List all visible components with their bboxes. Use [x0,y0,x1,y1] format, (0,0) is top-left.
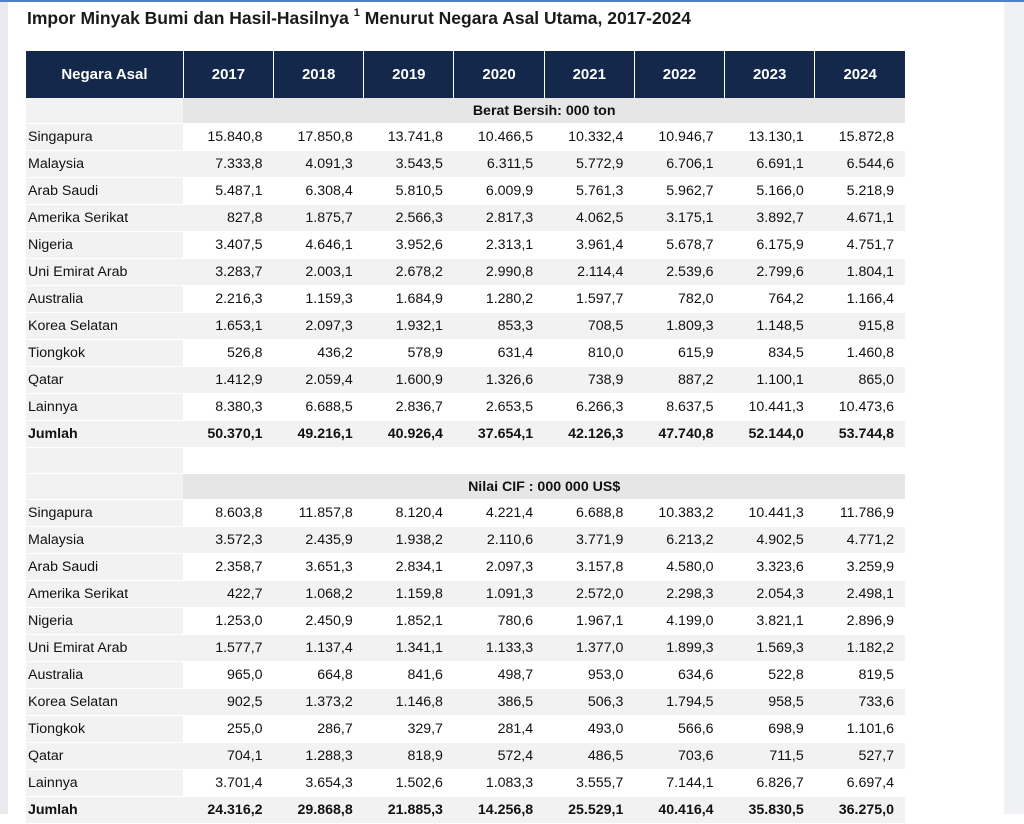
table-row [26,313,905,340]
country-name: Qatar [26,743,183,770]
table-body [26,98,905,824]
country-name: Malaysia [26,151,183,178]
value-cell: 634,6 [634,662,724,689]
value-cell: 2.834,1 [364,554,454,581]
header-year: 2021 [544,51,634,98]
country-name: Lainnya [26,394,183,421]
value-cell: 2.566,3 [364,205,454,232]
value-cell: 2.054,3 [725,581,815,608]
value-cell: 2.114,4 [544,259,634,286]
value-cell: 6.009,9 [454,178,544,205]
value-cell: 1.083,3 [454,770,544,797]
value-cell: 3.651,3 [274,554,364,581]
value-cell: 887,2 [634,367,724,394]
value-cell: 3.821,1 [725,608,815,635]
value-cell: 566,6 [634,716,724,743]
country-name: Nigeria [26,232,183,259]
country-name: Singapura [26,500,183,527]
value-cell: 4.751,7 [815,232,905,259]
spacer-cell [26,448,183,474]
table-row [26,394,905,421]
value-cell: 17.850,8 [274,124,364,151]
value-cell: 711,5 [725,743,815,770]
value-cell: 3.654,3 [274,770,364,797]
country-name: Australia [26,662,183,689]
value-cell: 1.182,2 [815,635,905,662]
value-cell: 10.466,5 [454,124,544,151]
value-cell: 1.597,7 [544,286,634,313]
value-cell: 15.872,8 [815,124,905,151]
total-value: 53.744,8 [815,421,905,448]
value-cell: 1.804,1 [815,259,905,286]
table-row [26,367,905,394]
value-cell: 2.836,7 [364,394,454,421]
total-value: 29.868,8 [274,797,364,824]
value-cell: 2.799,6 [725,259,815,286]
title-rest: Menurut Negara Asal Utama, 2017-2024 [364,7,691,28]
value-cell: 853,3 [454,313,544,340]
value-cell: 1.159,3 [274,286,364,313]
value-cell: 2.097,3 [454,554,544,581]
value-cell: 10.332,4 [544,124,634,151]
value-cell: 1.159,8 [364,581,454,608]
value-cell: 1.091,3 [454,581,544,608]
header-country: Negara Asal [26,51,183,98]
value-cell: 2.572,0 [544,581,634,608]
value-cell: 8.120,4 [364,500,454,527]
value-cell: 1.068,2 [274,581,364,608]
table-row [26,743,905,770]
country-name: Amerika Serikat [26,581,183,608]
value-cell: 1.967,1 [544,608,634,635]
value-cell: 2.059,4 [274,367,364,394]
value-cell: 6.691,1 [725,151,815,178]
value-cell: 255,0 [183,716,273,743]
value-cell: 3.407,5 [183,232,273,259]
total-value: 24.316,2 [183,797,273,824]
value-cell: 493,0 [544,716,634,743]
value-cell: 1.288,3 [274,743,364,770]
value-cell: 5.962,7 [634,178,724,205]
value-cell: 10.383,2 [634,500,724,527]
country-name: Singapura [26,124,183,151]
value-cell: 3.157,8 [544,554,634,581]
value-cell: 1.653,1 [183,313,273,340]
value-cell: 1.280,2 [454,286,544,313]
table-row [26,124,905,151]
table-row [26,259,905,286]
table-row [26,286,905,313]
table-row [26,500,905,527]
table-header [26,51,905,98]
value-cell: 4.199,0 [634,608,724,635]
table-row [26,635,905,662]
value-cell: 4.221,4 [454,500,544,527]
total-value: 42.126,3 [544,421,634,448]
value-cell: 498,7 [454,662,544,689]
header-year: 2017 [183,51,273,98]
value-cell: 902,5 [183,689,273,716]
country-name: Tiongkok [26,716,183,743]
value-cell: 2.298,3 [634,581,724,608]
value-cell: 5.772,9 [544,151,634,178]
value-cell: 1.809,3 [634,313,724,340]
value-cell: 4.902,5 [725,527,815,554]
total-value: 50.370,1 [183,421,273,448]
value-cell: 281,4 [454,716,544,743]
value-cell: 2.896,9 [815,608,905,635]
value-cell: 834,5 [725,340,815,367]
value-cell: 1.502,6 [364,770,454,797]
value-cell: 10.473,6 [815,394,905,421]
header-year: 2022 [634,51,724,98]
value-cell: 1.412,9 [183,367,273,394]
value-cell: 1.569,3 [725,635,815,662]
value-cell: 3.952,6 [364,232,454,259]
value-cell: 5.761,3 [544,178,634,205]
value-cell: 865,0 [815,367,905,394]
title-footnote-marker: 1 [353,7,360,19]
section-header-row [26,98,905,124]
section-blank-cell [26,474,183,500]
value-cell: 2.358,7 [183,554,273,581]
value-cell: 3.961,4 [544,232,634,259]
value-cell: 698,9 [725,716,815,743]
value-cell: 1.600,9 [364,367,454,394]
total-value: 21.885,3 [364,797,454,824]
country-name: Malaysia [26,527,183,554]
value-cell: 958,5 [725,689,815,716]
value-cell: 1.875,7 [274,205,364,232]
value-cell: 4.671,1 [815,205,905,232]
value-cell: 1.684,9 [364,286,454,313]
value-cell: 1.341,1 [364,635,454,662]
value-cell: 13.741,8 [364,124,454,151]
value-cell: 1.148,5 [725,313,815,340]
value-cell: 11.786,9 [815,500,905,527]
country-name: Australia [26,286,183,313]
value-cell: 5.810,5 [364,178,454,205]
total-value: 40.926,4 [364,421,454,448]
value-cell: 2.450,9 [274,608,364,635]
value-cell: 1.253,0 [183,608,273,635]
section-title: Nilai CIF : 000 000 US$ [183,474,905,500]
value-cell: 6.544,6 [815,151,905,178]
header-year: 2023 [725,51,815,98]
total-label: Jumlah [26,421,183,448]
value-cell: 578,9 [364,340,454,367]
value-cell: 329,7 [364,716,454,743]
value-cell: 522,8 [725,662,815,689]
value-cell: 1.460,8 [815,340,905,367]
value-cell: 5.166,0 [725,178,815,205]
value-cell: 3.543,5 [364,151,454,178]
import-table [26,51,905,824]
total-row [26,421,905,448]
country-name: Lainnya [26,770,183,797]
value-cell: 6.697,4 [815,770,905,797]
value-cell: 818,9 [364,743,454,770]
value-cell: 6.266,3 [544,394,634,421]
section-blank-cell [26,98,183,124]
value-cell: 2.097,3 [274,313,364,340]
value-cell: 4.091,3 [274,151,364,178]
total-row [26,797,905,824]
total-value: 25.529,1 [544,797,634,824]
country-name: Nigeria [26,608,183,635]
value-cell: 527,7 [815,743,905,770]
value-cell: 780,6 [454,608,544,635]
value-cell: 3.892,7 [725,205,815,232]
value-cell: 3.771,9 [544,527,634,554]
value-cell: 738,9 [544,367,634,394]
table-row [26,554,905,581]
value-cell: 3.701,4 [183,770,273,797]
value-cell: 422,7 [183,581,273,608]
total-value: 52.144,0 [725,421,815,448]
title-main: Impor Minyak Bumi dan Hasil-Hasilnya [27,7,349,28]
value-cell: 827,8 [183,205,273,232]
value-cell: 631,4 [454,340,544,367]
value-cell: 1.137,4 [274,635,364,662]
total-value: 37.654,1 [454,421,544,448]
value-cell: 1.101,6 [815,716,905,743]
value-cell: 819,5 [815,662,905,689]
value-cell: 3.555,7 [544,770,634,797]
page-title [27,2,691,26]
header-year: 2018 [274,51,364,98]
country-name: Korea Selatan [26,313,183,340]
value-cell: 2.498,1 [815,581,905,608]
table-row [26,608,905,635]
total-value: 40.416,4 [634,797,724,824]
value-cell: 664,8 [274,662,364,689]
spacer-cell [183,448,905,474]
value-cell: 10.441,3 [725,500,815,527]
table-row [26,662,905,689]
value-cell: 4.646,1 [274,232,364,259]
value-cell: 6.688,8 [544,500,634,527]
value-cell: 3.323,6 [725,554,815,581]
total-label: Jumlah [26,797,183,824]
header-row [26,51,905,98]
value-cell: 1.133,3 [454,635,544,662]
value-cell: 5.487,1 [183,178,273,205]
value-cell: 13.130,1 [725,124,815,151]
table-row [26,205,905,232]
value-cell: 7.333,8 [183,151,273,178]
value-cell: 3.259,9 [815,554,905,581]
country-name: Uni Emirat Arab [26,635,183,662]
value-cell: 8.380,3 [183,394,273,421]
value-cell: 1.899,3 [634,635,724,662]
country-name: Amerika Serikat [26,205,183,232]
value-cell: 6.213,2 [634,527,724,554]
value-cell: 506,3 [544,689,634,716]
value-cell: 841,6 [364,662,454,689]
value-cell: 15.840,8 [183,124,273,151]
value-cell: 8.637,5 [634,394,724,421]
table-row [26,770,905,797]
header-year: 2020 [454,51,544,98]
value-cell: 615,9 [634,340,724,367]
value-cell: 6.826,7 [725,770,815,797]
value-cell: 3.283,7 [183,259,273,286]
value-cell: 572,4 [454,743,544,770]
value-cell: 915,8 [815,313,905,340]
header-year: 2019 [364,51,454,98]
value-cell: 965,0 [183,662,273,689]
value-cell: 733,6 [815,689,905,716]
header-year: 2024 [815,51,905,98]
value-cell: 1.938,2 [364,527,454,554]
value-cell: 2.313,1 [454,232,544,259]
value-cell: 2.817,3 [454,205,544,232]
value-cell: 2.435,9 [274,527,364,554]
value-cell: 486,5 [544,743,634,770]
right-margin [1004,2,1024,814]
value-cell: 764,2 [725,286,815,313]
value-cell: 4.771,2 [815,527,905,554]
value-cell: 5.678,7 [634,232,724,259]
value-cell: 1.326,6 [454,367,544,394]
value-cell: 4.062,5 [544,205,634,232]
value-cell: 2.003,1 [274,259,364,286]
value-cell: 3.572,3 [183,527,273,554]
country-name: Uni Emirat Arab [26,259,183,286]
table-row [26,689,905,716]
value-cell: 4.580,0 [634,554,724,581]
value-cell: 703,6 [634,743,724,770]
value-cell: 2.653,5 [454,394,544,421]
total-value: 35.830,5 [725,797,815,824]
value-cell: 1.794,5 [634,689,724,716]
value-cell: 1.166,4 [815,286,905,313]
value-cell: 1.377,0 [544,635,634,662]
section-header-row [26,474,905,500]
value-cell: 11.857,8 [274,500,364,527]
total-value: 14.256,8 [454,797,544,824]
value-cell: 6.311,5 [454,151,544,178]
value-cell: 1.146,8 [364,689,454,716]
value-cell: 386,5 [454,689,544,716]
value-cell: 10.441,3 [725,394,815,421]
table-row [26,716,905,743]
value-cell: 2.110,6 [454,527,544,554]
total-value: 49.216,1 [274,421,364,448]
value-cell: 6.706,1 [634,151,724,178]
table-row [26,527,905,554]
value-cell: 526,8 [183,340,273,367]
value-cell: 782,0 [634,286,724,313]
value-cell: 1.852,1 [364,608,454,635]
value-cell: 6.175,9 [725,232,815,259]
value-cell: 8.603,8 [183,500,273,527]
total-value: 47.740,8 [634,421,724,448]
country-name: Arab Saudi [26,178,183,205]
value-cell: 708,5 [544,313,634,340]
country-name: Qatar [26,367,183,394]
value-cell: 436,2 [274,340,364,367]
value-cell: 10.946,7 [634,124,724,151]
value-cell: 3.175,1 [634,205,724,232]
value-cell: 953,0 [544,662,634,689]
value-cell: 2.990,8 [454,259,544,286]
table-row [26,232,905,259]
value-cell: 2.216,3 [183,286,273,313]
value-cell: 1.577,7 [183,635,273,662]
value-cell: 1.373,2 [274,689,364,716]
value-cell: 2.539,6 [634,259,724,286]
table-row [26,340,905,367]
table-row [26,178,905,205]
value-cell: 5.218,9 [815,178,905,205]
total-value: 36.275,0 [815,797,905,824]
value-cell: 704,1 [183,743,273,770]
value-cell: 286,7 [274,716,364,743]
value-cell: 2.678,2 [364,259,454,286]
table-row [26,151,905,178]
value-cell: 1.932,1 [364,313,454,340]
country-name: Korea Selatan [26,689,183,716]
country-name: Arab Saudi [26,554,183,581]
value-cell: 6.688,5 [274,394,364,421]
section-spacer [26,448,905,474]
section-title: Berat Bersih: 000 ton [183,98,905,124]
value-cell: 810,0 [544,340,634,367]
table-row [26,581,905,608]
country-name: Tiongkok [26,340,183,367]
left-margin [0,2,8,814]
value-cell: 7.144,1 [634,770,724,797]
value-cell: 1.100,1 [725,367,815,394]
value-cell: 6.308,4 [274,178,364,205]
